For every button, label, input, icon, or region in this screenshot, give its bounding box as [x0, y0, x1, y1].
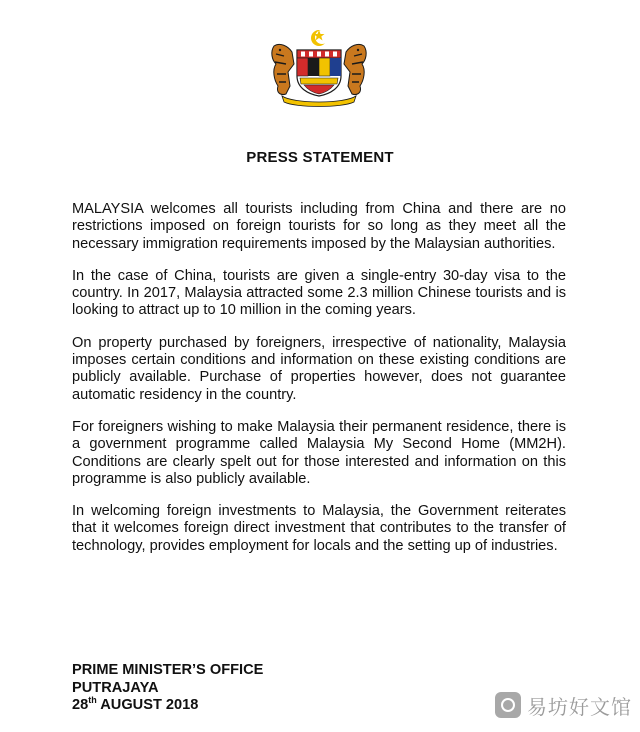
motto-ribbon [282, 96, 356, 107]
paragraph-property: On property purchased by foreigners, irrespective of nationality, Malaysia imposes certain conditions and information on these existing conditions are publicly available. Purchase of properties however, does not guarantee automatic residency in the country. [72, 334, 566, 403]
page-title: PRESS STATEMENT [246, 149, 394, 166]
crescent-star-icon [311, 30, 329, 46]
left-tiger-icon [272, 44, 294, 94]
watermark-logo-icon [495, 692, 521, 718]
date-rest: AUGUST 2018 [100, 697, 199, 714]
statement-body [72, 201, 566, 570]
signoff-date [72, 697, 263, 715]
watermark-text: 易坊好文馆 [527, 694, 632, 719]
paragraph-mm2h: For foreigners wishing to make Malaysia their permanent residence, there is a government programme called Malaysia My Second Home (MM2H). Conditions are clearly spelt out for those interested and information on this programme is also publicly available. [72, 418, 566, 487]
right-tiger-icon [344, 44, 366, 94]
date-suffix: th [88, 695, 97, 706]
signoff-office: PRIME MINISTER’S OFFICE [72, 662, 264, 678]
signoff-block [72, 662, 263, 715]
signoff-location: PUTRAJAYA [72, 679, 159, 696]
malaysia-coat-of-arms-icon [264, 28, 374, 108]
paragraph-china-visa: In the case of China, tourists are given a single-entry 30-day visa to the country. In 2017, Malaysia attracted some 2.3 million Chinese tourists and is looking to attract up to 10 million in the coming years. [72, 267, 566, 319]
paragraph-tourists: MALAYSIA welcomes all tourists including from China and there are no restrictions imposed on foreign tourists for so long as they meet all the necessary immigration requirements imposed by the Malaysian authorities. [72, 201, 566, 252]
date-day: 28 [72, 697, 89, 714]
watermark [495, 688, 632, 722]
shield-icon [297, 50, 341, 96]
paragraph-investment: In welcoming foreign investments to Malaysia, the Government reiterates that it welcomes foreign direct investment that contributes to the transfer of technology, provides employment for locals and the setting up of industries. [72, 503, 566, 554]
